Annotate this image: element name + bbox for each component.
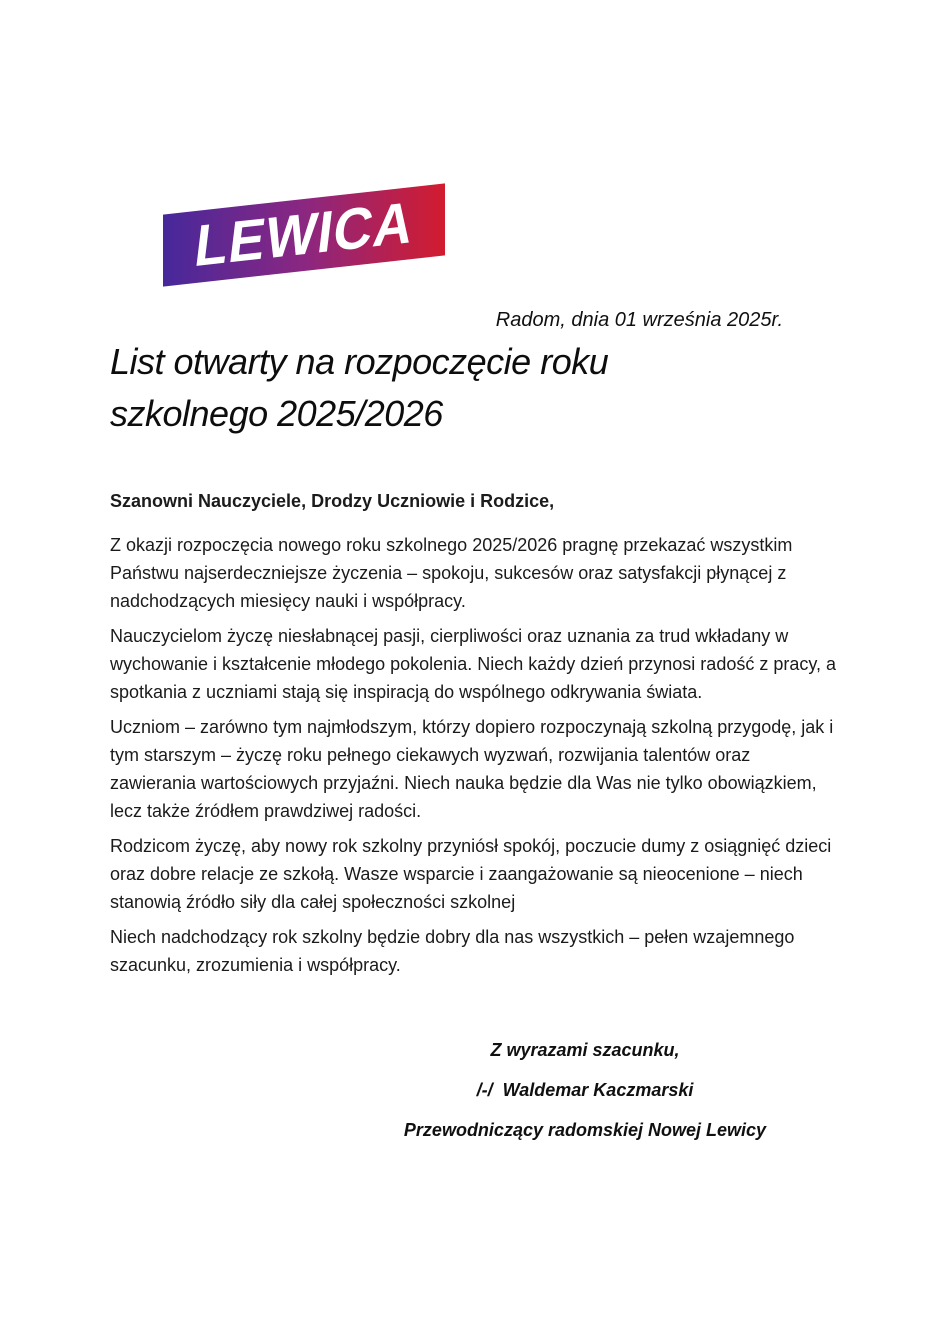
signature-block [335,1038,835,1158]
letter-body [110,487,837,986]
signature-role: Przewodniczący radomskiej Nowej Lewicy [403,1120,767,1140]
signature-closing: Z wyrazami szacunku, [490,1040,680,1060]
date-line: Radom, dnia 01 września 2025r. [495,309,783,331]
lewica-logo-text: LEWICA [190,189,418,280]
signature-name: /-/ Waldemar Kaczmarski [476,1080,694,1100]
lewica-logo [163,183,445,286]
salutation: Szanowni Nauczyciele, Drodzy Uczniowie i Rodzice, [110,491,555,511]
page-title-line-2: szkolnego 2025/2026 [110,393,443,434]
paragraph-parents: Rodzicom życzę, aby nowy rok szkolny przyniósł spokój, poczucie dumy z osiągnięć dzieci oraz dobre relacje ze szkołą. Wasze wsparcie i zaangażowanie są nieocenione – niech stanowią źródło siły dla całej społeczności szkolnej [110,836,832,912]
paragraph-closing-wish: Niech nadchodzący rok szkolny będzie dobry dla nas wszystkich – pełen wzajemnego szacunku, zrozumienia i współpracy. [110,927,795,975]
paragraph-teachers: Nauczycielom życzę niesłabnącej pasji, cierpliwości oraz uznania za trud wkładany w wychowanie i kształcenie młodego pokolenia. Niech każdy dzień przynosi radość z pracy, a spotkania z uczniami stają się inspiracją do wspólnego odkrywania świata. [110,626,837,702]
page-title [110,336,850,440]
paragraph-wishes-general: Z okazji rozpoczęcia nowego roku szkolnego 2025/2026 pragnę przekazać wszystkim Państwu najserdeczniejsze życzenia – spokoju, sukcesów oraz satysfakcji płynącej z nadchodzących miesięcy nauki i współpracy. [110,535,793,611]
paragraph-students: Uczniom – zarówno tym najmłodszym, którzy dopiero rozpoczynają szkolną przygodę, jak i tym starszym – życzę roku pełnego ciekawych wyzwań, rozwijania talentów oraz zawierania wartościowych przyjaźni. Niech nauka będzie dla Was nie tylko obowiązkiem, lecz także źródłem prawdziwej radości. [110,717,834,821]
page-title-line-1: List otwarty na rozpoczęcie roku [110,341,609,382]
